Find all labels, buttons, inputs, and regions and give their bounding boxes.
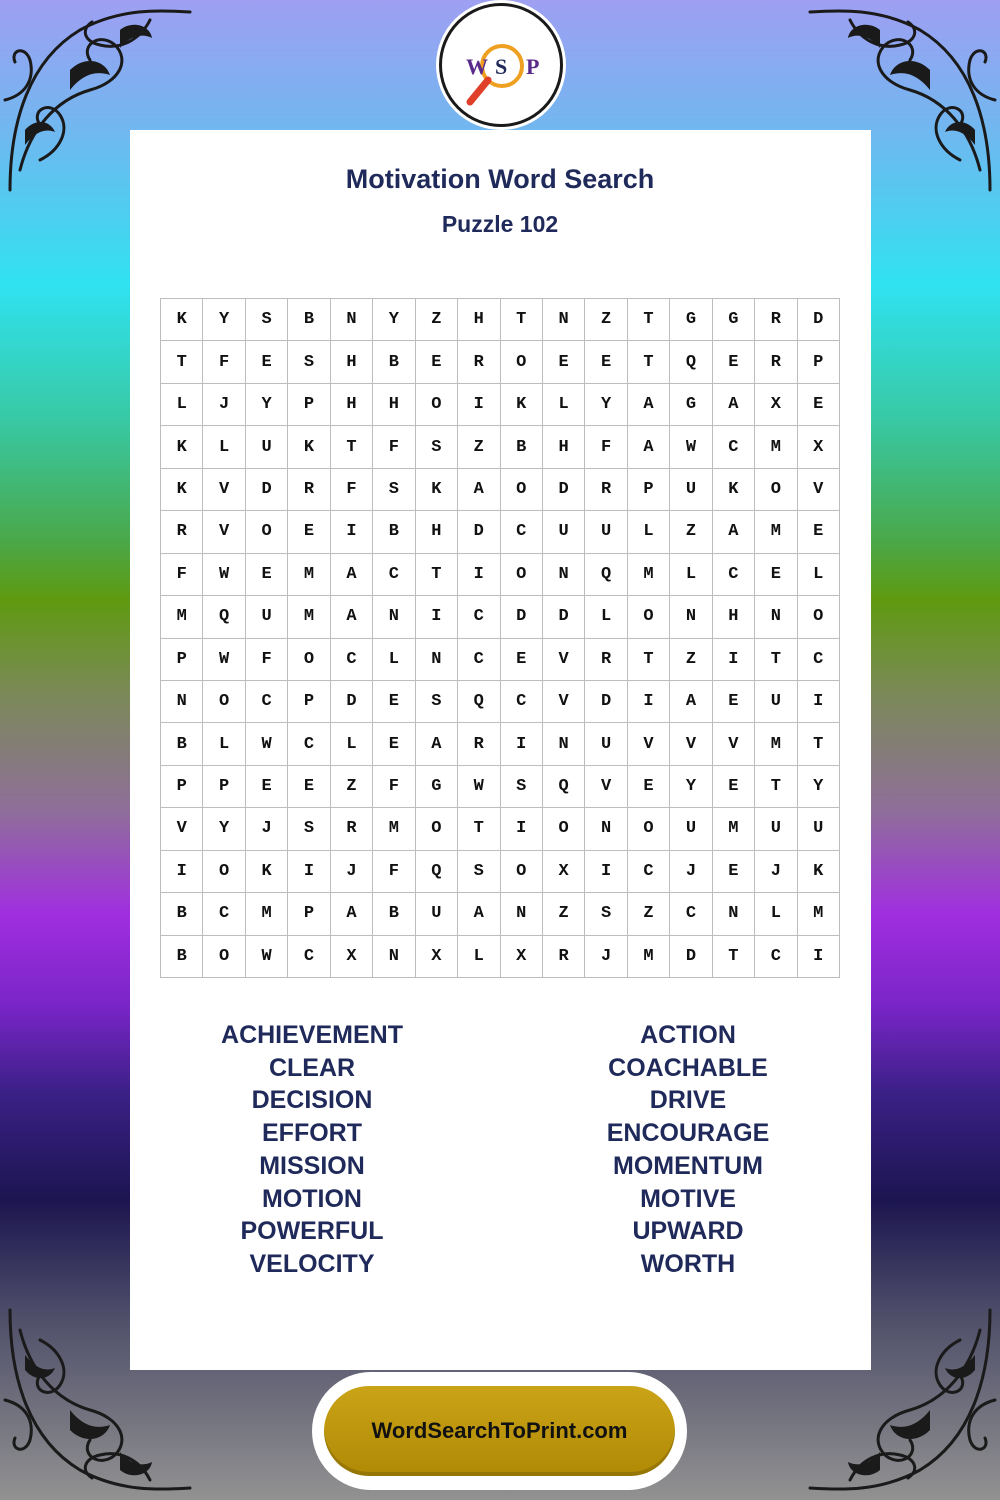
grid-cell[interactable]: O: [501, 341, 543, 383]
grid-cell[interactable]: G: [670, 384, 712, 426]
grid-cell[interactable]: L: [203, 426, 245, 468]
grid-cell[interactable]: E: [416, 341, 458, 383]
grid-cell[interactable]: A: [628, 384, 670, 426]
grid-cell[interactable]: J: [755, 851, 797, 893]
grid-cell[interactable]: E: [713, 766, 755, 808]
grid-cell[interactable]: H: [331, 384, 373, 426]
grid-cell[interactable]: T: [628, 639, 670, 681]
grid-cell[interactable]: Q: [203, 596, 245, 638]
grid-cell[interactable]: T: [713, 936, 755, 978]
grid-cell[interactable]: L: [755, 893, 797, 935]
grid-cell[interactable]: O: [203, 851, 245, 893]
grid-cell[interactable]: B: [161, 723, 203, 765]
grid-cell[interactable]: X: [416, 936, 458, 978]
grid-cell[interactable]: W: [246, 936, 288, 978]
grid-cell[interactable]: V: [713, 723, 755, 765]
grid-cell[interactable]: Q: [585, 554, 627, 596]
grid-cell[interactable]: D: [543, 596, 585, 638]
grid-cell[interactable]: N: [331, 299, 373, 341]
grid-cell[interactable]: Y: [798, 766, 840, 808]
grid-cell[interactable]: U: [543, 511, 585, 553]
grid-cell[interactable]: S: [288, 808, 330, 850]
grid-cell[interactable]: E: [373, 681, 415, 723]
grid-cell[interactable]: L: [628, 511, 670, 553]
grid-cell[interactable]: W: [246, 723, 288, 765]
grid-cell[interactable]: L: [373, 639, 415, 681]
logo-letter-w: W: [466, 54, 488, 79]
site-logo[interactable]: [439, 3, 563, 127]
grid-cell[interactable]: I: [161, 851, 203, 893]
grid-cell[interactable]: I: [628, 681, 670, 723]
grid-cell[interactable]: N: [161, 681, 203, 723]
puzzle-number: Puzzle 102: [441, 211, 559, 237]
grid-cell[interactable]: K: [161, 469, 203, 511]
grid-cell[interactable]: G: [670, 299, 712, 341]
grid-cell[interactable]: F: [373, 766, 415, 808]
grid-cell[interactable]: V: [585, 766, 627, 808]
grid-cell[interactable]: A: [713, 511, 755, 553]
grid-cell[interactable]: S: [246, 299, 288, 341]
grid-cell[interactable]: U: [670, 469, 712, 511]
grid-cell[interactable]: D: [670, 936, 712, 978]
word-list-right: [523, 1019, 853, 1281]
grid-cell[interactable]: F: [246, 639, 288, 681]
grid-cell[interactable]: O: [501, 851, 543, 893]
grid-cell[interactable]: D: [246, 469, 288, 511]
grid-cell[interactable]: L: [585, 596, 627, 638]
grid-cell[interactable]: L: [543, 384, 585, 426]
grid-cell[interactable]: D: [458, 511, 500, 553]
grid-cell[interactable]: O: [755, 469, 797, 511]
grid-cell[interactable]: A: [458, 893, 500, 935]
grid-cell[interactable]: S: [416, 426, 458, 468]
grid-cell[interactable]: B: [373, 341, 415, 383]
grid-cell[interactable]: L: [798, 554, 840, 596]
grid-cell[interactable]: N: [755, 596, 797, 638]
grid-cell[interactable]: L: [203, 723, 245, 765]
grid-cell[interactable]: R: [543, 936, 585, 978]
word-list-item: ACHIEVEMENT: [221, 1021, 403, 1049]
grid-cell[interactable]: D: [798, 299, 840, 341]
grid-cell[interactable]: N: [501, 893, 543, 935]
grid-cell[interactable]: Q: [543, 766, 585, 808]
grid-cell[interactable]: M: [755, 723, 797, 765]
grid-cell[interactable]: O: [288, 639, 330, 681]
grid-cell[interactable]: C: [713, 554, 755, 596]
grid-cell[interactable]: I: [713, 639, 755, 681]
grid-cell[interactable]: Y: [585, 384, 627, 426]
word-list-item: VELOCITY: [249, 1249, 375, 1278]
grid-cell[interactable]: C: [203, 893, 245, 935]
grid-cell[interactable]: N: [543, 723, 585, 765]
grid-cell[interactable]: C: [288, 723, 330, 765]
word-list-item: DECISION: [251, 1086, 373, 1115]
word-list-item: MOTION: [262, 1184, 362, 1213]
grid-cell[interactable]: V: [203, 511, 245, 553]
grid-cell[interactable]: I: [585, 851, 627, 893]
grid-cell[interactable]: I: [331, 511, 373, 553]
grid-cell[interactable]: D: [501, 596, 543, 638]
grid-cell[interactable]: Z: [670, 511, 712, 553]
grid-cell[interactable]: R: [331, 808, 373, 850]
grid-cell[interactable]: R: [585, 639, 627, 681]
grid-cell[interactable]: O: [203, 936, 245, 978]
grid-cell[interactable]: C: [713, 426, 755, 468]
grid-cell[interactable]: C: [331, 639, 373, 681]
grid-cell[interactable]: O: [501, 554, 543, 596]
grid-cell[interactable]: H: [331, 341, 373, 383]
grid-cell[interactable]: I: [501, 808, 543, 850]
grid-cell[interactable]: V: [628, 723, 670, 765]
grid-cell[interactable]: G: [713, 299, 755, 341]
letter-grid[interactable]: [160, 298, 840, 978]
grid-cell[interactable]: N: [416, 639, 458, 681]
grid-cell[interactable]: Z: [458, 426, 500, 468]
word-list-item: UPWARD: [632, 1217, 744, 1246]
grid-cell[interactable]: W: [670, 426, 712, 468]
word-list-item: ACTION: [640, 1021, 736, 1049]
grid-cell[interactable]: E: [246, 341, 288, 383]
grid-cell[interactable]: V: [670, 723, 712, 765]
grid-cell[interactable]: S: [373, 469, 415, 511]
grid-cell[interactable]: U: [246, 596, 288, 638]
grid-cell[interactable]: S: [458, 851, 500, 893]
grid-cell[interactable]: C: [246, 681, 288, 723]
grid-cell[interactable]: C: [458, 639, 500, 681]
site-link-pill[interactable]: [312, 1372, 687, 1490]
grid-cell[interactable]: N: [713, 893, 755, 935]
word-list-item: DRIVE: [649, 1086, 727, 1115]
word-list-item: CLEAR: [268, 1053, 356, 1082]
grid-cell[interactable]: F: [203, 341, 245, 383]
grid-cell[interactable]: E: [798, 384, 840, 426]
grid-cell[interactable]: A: [713, 384, 755, 426]
grid-cell[interactable]: K: [161, 426, 203, 468]
grid-cell[interactable]: E: [288, 511, 330, 553]
grid-cell[interactable]: N: [373, 596, 415, 638]
grid-cell[interactable]: S: [585, 893, 627, 935]
grid-cell[interactable]: A: [628, 426, 670, 468]
grid-cell[interactable]: M: [246, 893, 288, 935]
grid-cell[interactable]: P: [288, 893, 330, 935]
grid-cell[interactable]: H: [373, 384, 415, 426]
grid-cell[interactable]: F: [373, 851, 415, 893]
grid-cell[interactable]: S: [416, 681, 458, 723]
grid-cell[interactable]: C: [670, 893, 712, 935]
grid-cell[interactable]: A: [416, 723, 458, 765]
grid-cell[interactable]: C: [373, 554, 415, 596]
grid-cell[interactable]: P: [288, 384, 330, 426]
grid-cell[interactable]: D: [543, 469, 585, 511]
grid-cell[interactable]: N: [373, 936, 415, 978]
grid-cell[interactable]: Q: [458, 681, 500, 723]
grid-cell[interactable]: R: [755, 299, 797, 341]
grid-cell[interactable]: E: [585, 341, 627, 383]
grid-cell[interactable]: E: [246, 766, 288, 808]
grid-cell[interactable]: T: [755, 766, 797, 808]
grid-cell[interactable]: M: [628, 554, 670, 596]
grid-cell[interactable]: E: [288, 766, 330, 808]
grid-cell[interactable]: K: [798, 851, 840, 893]
grid-cell[interactable]: E: [755, 554, 797, 596]
grid-cell[interactable]: Y: [670, 766, 712, 808]
grid-cell[interactable]: X: [331, 936, 373, 978]
word-list-item: POWERFUL: [240, 1217, 384, 1246]
grid-cell[interactable]: O: [416, 384, 458, 426]
grid-cell[interactable]: K: [246, 851, 288, 893]
grid-cell[interactable]: Q: [416, 851, 458, 893]
grid-cell[interactable]: M: [628, 936, 670, 978]
grid-cell[interactable]: V: [543, 639, 585, 681]
grid-cell[interactable]: Z: [585, 299, 627, 341]
grid-cell[interactable]: T: [416, 554, 458, 596]
grid-cell[interactable]: N: [543, 554, 585, 596]
grid-cell[interactable]: R: [161, 511, 203, 553]
grid-cell[interactable]: O: [543, 808, 585, 850]
grid-cell[interactable]: J: [670, 851, 712, 893]
grid-cell[interactable]: V: [543, 681, 585, 723]
word-list-item: MOMENTUM: [613, 1151, 763, 1180]
grid-cell[interactable]: C: [755, 936, 797, 978]
logo-letter-p: P: [526, 54, 540, 79]
magnifier-icon: [442, 6, 560, 124]
grid-cell[interactable]: U: [798, 808, 840, 850]
grid-cell[interactable]: L: [670, 554, 712, 596]
grid-cell[interactable]: B: [161, 936, 203, 978]
grid-cell[interactable]: G: [416, 766, 458, 808]
grid-cell[interactable]: P: [798, 341, 840, 383]
grid-cell[interactable]: P: [628, 469, 670, 511]
grid-cell[interactable]: B: [288, 299, 330, 341]
grid-cell[interactable]: P: [288, 681, 330, 723]
grid-cell[interactable]: N: [585, 808, 627, 850]
grid-cell[interactable]: E: [713, 851, 755, 893]
grid-cell[interactable]: T: [501, 299, 543, 341]
grid-cell[interactable]: Z: [331, 766, 373, 808]
grid-cell[interactable]: X: [798, 426, 840, 468]
grid-cell[interactable]: U: [670, 808, 712, 850]
grid-cell[interactable]: B: [373, 511, 415, 553]
grid-cell[interactable]: U: [246, 426, 288, 468]
grid-cell[interactable]: F: [161, 554, 203, 596]
grid-cell[interactable]: L: [331, 723, 373, 765]
grid-cell[interactable]: I: [288, 851, 330, 893]
grid-cell[interactable]: Y: [203, 299, 245, 341]
grid-cell[interactable]: P: [161, 766, 203, 808]
grid-cell[interactable]: R: [755, 341, 797, 383]
grid-cell[interactable]: O: [501, 469, 543, 511]
grid-cell[interactable]: Q: [670, 341, 712, 383]
grid-cell[interactable]: O: [798, 596, 840, 638]
grid-cell[interactable]: M: [798, 893, 840, 935]
grid-cell[interactable]: Y: [246, 384, 288, 426]
grid-cell[interactable]: M: [713, 808, 755, 850]
page-title: Motivation Word Search: [345, 164, 655, 194]
grid-cell[interactable]: O: [246, 511, 288, 553]
grid-cell[interactable]: T: [755, 639, 797, 681]
grid-cell[interactable]: H: [416, 511, 458, 553]
grid-cell[interactable]: K: [713, 469, 755, 511]
word-list-item: EFFORT: [262, 1119, 362, 1148]
grid-cell[interactable]: E: [543, 341, 585, 383]
grid-cell[interactable]: T: [628, 299, 670, 341]
grid-cell[interactable]: O: [203, 681, 245, 723]
grid-cell[interactable]: L: [458, 936, 500, 978]
grid-cell[interactable]: W: [458, 766, 500, 808]
word-list-item: ENCOURAGE: [606, 1119, 770, 1148]
grid-cell[interactable]: U: [416, 893, 458, 935]
grid-cell[interactable]: Z: [416, 299, 458, 341]
grid-cell[interactable]: N: [670, 596, 712, 638]
grid-cell[interactable]: O: [416, 808, 458, 850]
grid-cell[interactable]: A: [331, 554, 373, 596]
grid-cell[interactable]: C: [501, 681, 543, 723]
grid-cell[interactable]: O: [628, 596, 670, 638]
grid-cell[interactable]: I: [458, 554, 500, 596]
grid-cell[interactable]: F: [585, 426, 627, 468]
grid-cell[interactable]: J: [331, 851, 373, 893]
grid-cell[interactable]: R: [585, 469, 627, 511]
grid-cell[interactable]: X: [755, 384, 797, 426]
grid-cell[interactable]: A: [331, 893, 373, 935]
grid-cell[interactable]: K: [501, 384, 543, 426]
grid-cell[interactable]: C: [628, 851, 670, 893]
grid-cell[interactable]: T: [798, 723, 840, 765]
grid-cell[interactable]: C: [288, 936, 330, 978]
grid-cell[interactable]: T: [161, 341, 203, 383]
grid-cell[interactable]: B: [501, 426, 543, 468]
site-link[interactable]: WordSearchToPrint.com: [324, 1386, 675, 1476]
grid-cell[interactable]: I: [416, 596, 458, 638]
grid-cell[interactable]: M: [161, 596, 203, 638]
grid-cell[interactable]: D: [331, 681, 373, 723]
grid-cell[interactable]: T: [458, 808, 500, 850]
grid-cell[interactable]: E: [798, 511, 840, 553]
grid-cell[interactable]: Y: [373, 299, 415, 341]
grid-cell[interactable]: F: [331, 469, 373, 511]
grid-cell[interactable]: Z: [543, 893, 585, 935]
grid-cell[interactable]: U: [755, 808, 797, 850]
grid-cell[interactable]: V: [798, 469, 840, 511]
grid-cell[interactable]: H: [713, 596, 755, 638]
grid-cell[interactable]: E: [373, 723, 415, 765]
word-list-item: MOTIVE: [640, 1184, 736, 1213]
word-list-left: [147, 1019, 477, 1281]
grid-cell[interactable]: O: [628, 808, 670, 850]
grid-cell[interactable]: F: [373, 426, 415, 468]
grid-cell[interactable]: B: [373, 893, 415, 935]
grid-cell[interactable]: I: [501, 723, 543, 765]
grid-cell[interactable]: C: [501, 511, 543, 553]
grid-cell[interactable]: Z: [670, 639, 712, 681]
grid-cell[interactable]: X: [501, 936, 543, 978]
grid-cell[interactable]: P: [203, 766, 245, 808]
grid-cell[interactable]: M: [755, 426, 797, 468]
grid-cell[interactable]: P: [161, 639, 203, 681]
grid-cell[interactable]: T: [628, 341, 670, 383]
grid-cell[interactable]: L: [161, 384, 203, 426]
grid-cell[interactable]: C: [798, 639, 840, 681]
grid-cell[interactable]: Z: [628, 893, 670, 935]
grid-cell[interactable]: S: [288, 341, 330, 383]
grid-cell[interactable]: I: [798, 936, 840, 978]
grid-cell[interactable]: C: [458, 596, 500, 638]
grid-cell[interactable]: W: [203, 554, 245, 596]
grid-cell[interactable]: U: [585, 511, 627, 553]
grid-cell[interactable]: M: [288, 554, 330, 596]
grid-cell[interactable]: A: [331, 596, 373, 638]
grid-cell[interactable]: V: [203, 469, 245, 511]
grid-cell[interactable]: J: [246, 808, 288, 850]
grid-cell[interactable]: J: [203, 384, 245, 426]
grid-cell[interactable]: H: [458, 299, 500, 341]
grid-cell[interactable]: H: [543, 426, 585, 468]
grid-cell[interactable]: R: [458, 341, 500, 383]
grid-cell[interactable]: D: [585, 681, 627, 723]
logo-letter-s: S: [495, 54, 508, 79]
grid-cell[interactable]: E: [501, 639, 543, 681]
grid-cell[interactable]: Y: [203, 808, 245, 850]
grid-cell[interactable]: S: [501, 766, 543, 808]
grid-cell[interactable]: I: [798, 681, 840, 723]
grid-cell[interactable]: E: [713, 681, 755, 723]
word-list-item: COACHABLE: [608, 1053, 768, 1082]
grid-cell[interactable]: J: [585, 936, 627, 978]
grid-cell[interactable]: U: [755, 681, 797, 723]
grid-cell[interactable]: N: [543, 299, 585, 341]
grid-cell[interactable]: K: [161, 299, 203, 341]
grid-cell[interactable]: K: [288, 426, 330, 468]
grid-cell[interactable]: K: [416, 469, 458, 511]
grid-cell[interactable]: R: [458, 723, 500, 765]
word-list-item: MISSION: [259, 1151, 365, 1180]
grid-cell[interactable]: M: [373, 808, 415, 850]
grid-cell[interactable]: U: [585, 723, 627, 765]
grid-cell[interactable]: R: [288, 469, 330, 511]
grid-cell[interactable]: T: [331, 426, 373, 468]
grid-cell[interactable]: B: [161, 893, 203, 935]
grid-cell[interactable]: E: [713, 341, 755, 383]
word-list-item: WORTH: [640, 1249, 736, 1278]
grid-cell[interactable]: W: [203, 639, 245, 681]
grid-cell[interactable]: A: [458, 469, 500, 511]
grid-cell[interactable]: E: [246, 554, 288, 596]
grid-cell[interactable]: M: [288, 596, 330, 638]
grid-cell[interactable]: X: [543, 851, 585, 893]
grid-cell[interactable]: E: [628, 766, 670, 808]
grid-cell[interactable]: I: [458, 384, 500, 426]
grid-cell[interactable]: A: [670, 681, 712, 723]
grid-cell[interactable]: V: [161, 808, 203, 850]
grid-cell[interactable]: M: [755, 511, 797, 553]
